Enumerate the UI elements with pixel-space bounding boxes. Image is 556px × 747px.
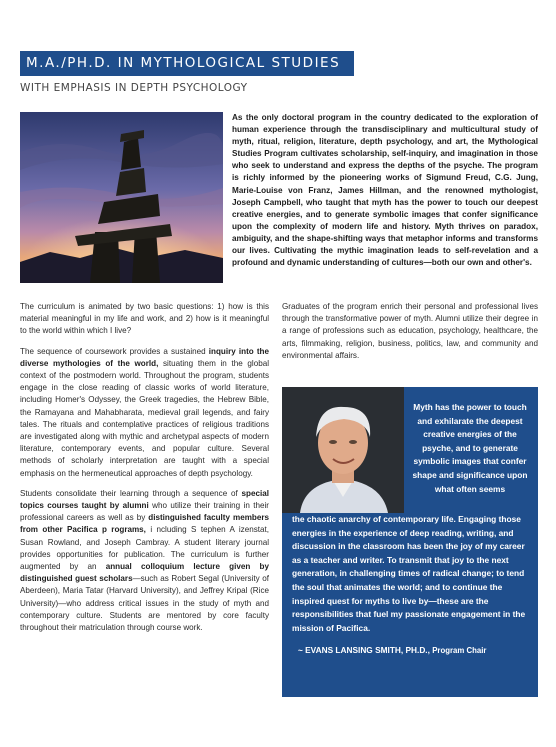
right-column <box>282 301 538 370</box>
page-title: M.A./PH.D. IN MYTHOLOGICAL STUDIES <box>26 55 341 71</box>
students-paragraph: Students consolidate their learning through a sequence of special topics courses taught by alumni who utilize their training in their professional careers as well as by distinguished faculty members from other Pacifica p rograms, i ncluding S tephen A izenstat, Susan Rowland, and Joseph Cambray. A student literary journal provides opportunities for publication. The curriculum is further augmented by an annual colloquium lecture given by distinguished guest scholars—such as Robert Segal (University of Aberdeen), Maria Tatar (Harvard University), and Jeffrey Kripal (Rice University)—who address critical issues in the study of myth and contemporary culture. Students are mentored by core faculty throughout their matriculation through course work. <box>20 488 269 633</box>
portrait-photo <box>282 387 404 513</box>
inukshuk-photo <box>20 112 223 283</box>
inukshuk-sunset-image <box>20 112 223 283</box>
quote-box <box>282 387 538 697</box>
quote-attribution <box>298 645 486 655</box>
quote-text-top: Myth has the power to touch and exhilarate the deepest creative energies of the psyche, and to generate symbolic images that confer shape and significance upon what often seems <box>412 402 528 494</box>
title-banner <box>20 51 354 76</box>
coursework-paragraph: The sequence of coursework provides a sustained inquiry into the diverse mythologies of the world, situating them in the global context of the postmodern world. Throughout the program, students engage in the close reading of classic works of world literature, including Homer's Odyssey, the Greek tragedies, the Hebrew Bible, the Ramayana and Mahabharata, medieval grail legends, and fairy tales. The rituals and contemplative practices of religious traditions are investigated along with mythic and archetypal aspects of modern literature, contemporary events, and popular culture. Several methods of scholarly interpretation are taught with a special emphasis on the hermeneutical approaches of depth psychology. <box>20 346 269 478</box>
quote-author: ~ EVANS LANSING SMITH, PH.D., <box>298 645 430 655</box>
curriculum-paragraph: The curriculum is animated by two basic questions: 1) how is this material meaningful in my life and work, and 2) how is it meaningful to the world within which I live? <box>20 302 269 336</box>
left-column <box>20 301 269 642</box>
quote-author-role: Program Chair <box>432 646 487 655</box>
page-subtitle: WITH EMPHASIS IN DEPTH PSYCHOLOGY <box>20 82 248 94</box>
quote-text-bottom: the chaotic anarchy of contemporary life. Engaging those energies in the experience of deep reading, writing, and discussion in the classroom has been the joy of my career as a teacher and writer. To transmit that joy to the next generation, in challenging times of radical change; to tend the soul that animates the world; and to continue the inspired quest for myths to live by—these are the responsibilities that fuel my passionate engagement in the mission of Pacifica. <box>292 514 526 633</box>
intro-paragraph: As the only doctoral program in the country dedicated to the exploration of human experience through the transdisciplinary and multicultural study of myth, ritual, religion, literature, depth psychology, and art, the Mythological Studies Program cultivates scholarship, self-inquiry, and imagination in those who seek to understand and express the depths of the psyche. The program is richly informed by the pioneering works of Sigmund Freud, C.G. Jung, Marie-Louise von Franz, James Hillman, and the renowned mythologist, Joseph Campbell, who taught that myth has the power to touch our deepest creative energies, and to generate symbolic images that confer significance upon the complexity of modern life and history. Myth thrives on paradox, ambiguity, and the shape-shifting ways that metaphor informs and transforms our lives. Cultivating the mythic imagination leads to self-revelation and a profound and dynamic understanding of cultures—both our own and other's. <box>232 113 538 268</box>
graduates-paragraph: Graduates of the program enrich their personal and professional lives through the transformative power of myth. Alumni utilize their degree in a range of professions such as education, psychology, healthcare, the arts, filmmaking, religion, business, politics, law, and community and environmental affairs. <box>282 302 538 360</box>
